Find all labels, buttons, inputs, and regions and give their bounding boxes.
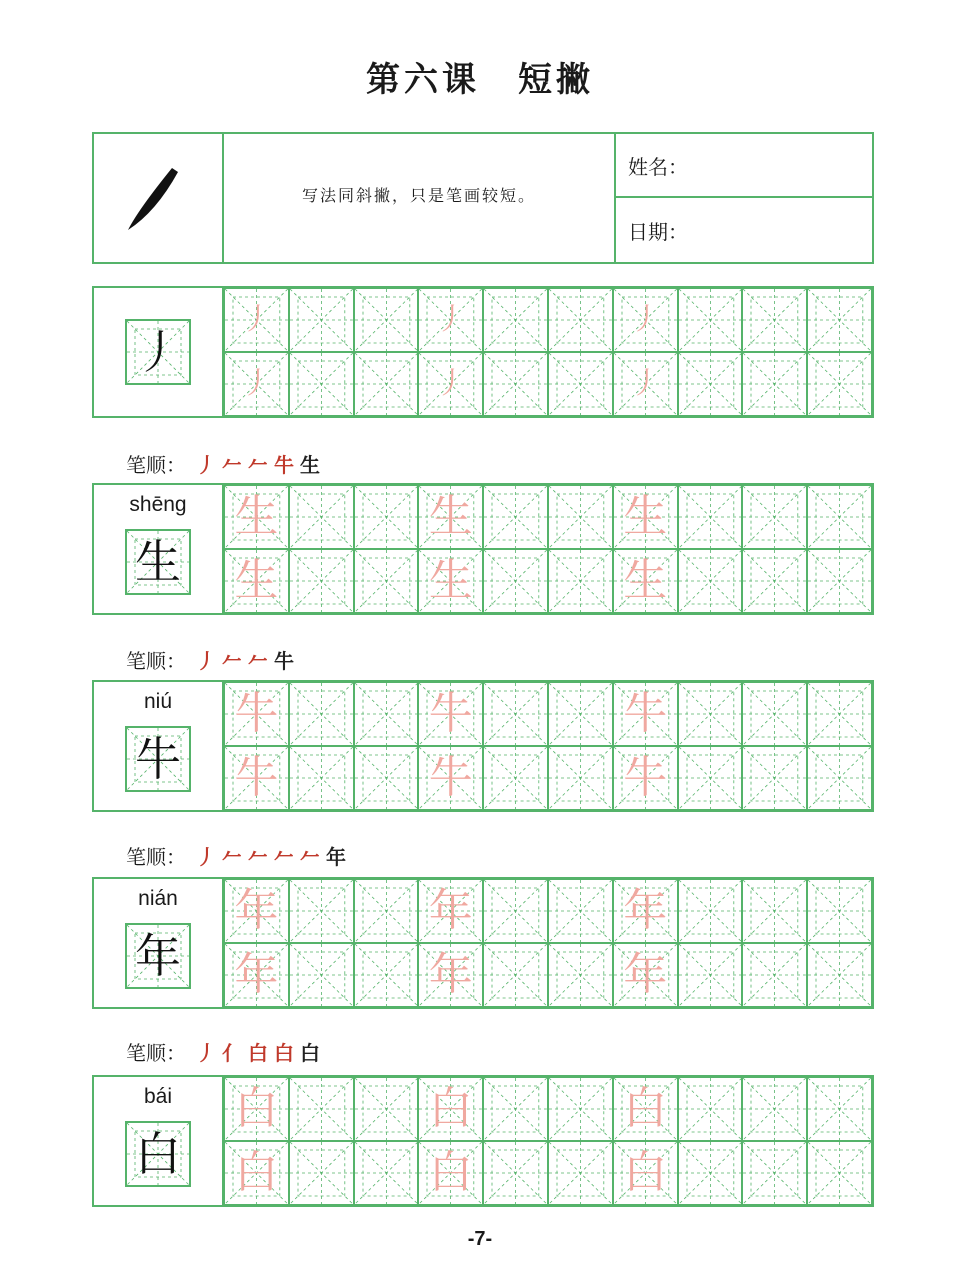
pinyin-label: bái [143,1085,173,1108]
writing-cell[interactable] [289,352,354,416]
trace-char: 年 [234,949,279,1000]
trace-cell[interactable] [224,943,289,1007]
stroke-order-step: 年 [326,844,346,869]
writing-cell[interactable] [354,485,419,549]
writing-cell[interactable] [807,352,872,416]
stroke-order-step: 𠂉 [222,648,242,673]
writing-cell[interactable] [354,746,419,810]
trace-cell[interactable] [224,1141,289,1205]
trace-char: 牛 [623,688,668,739]
writing-cell[interactable] [483,485,548,549]
trace-cell[interactable] [613,549,678,613]
model-char: 白 [135,1127,181,1181]
writing-cell[interactable] [289,746,354,810]
writing-cell[interactable] [354,1141,419,1205]
practice-block-1 [92,483,874,615]
trace-cell[interactable] [418,288,483,352]
trace-char: 丿 [241,366,272,401]
writing-cell[interactable] [354,943,419,1007]
writing-cell[interactable] [548,943,613,1007]
practice-block-0 [92,286,874,418]
trace-cell[interactable] [613,352,678,416]
trace-cell[interactable] [224,288,289,352]
writing-grid [224,485,872,613]
model-char-box [125,1121,191,1187]
stroke-description: 写法同斜撇，只是笔画较短。 [224,134,616,262]
stroke-order-step: 𠂉 [248,452,268,477]
trace-cell[interactable] [224,485,289,549]
model-char-box [125,923,191,989]
trace-cell[interactable] [418,485,483,549]
trace-char: 丿 [435,366,466,401]
model-char: 生 [135,535,181,589]
trace-char: 白 [234,1147,279,1198]
writing-cell[interactable] [807,943,872,1007]
stroke-order-step: 牛 [274,648,294,673]
stroke-order-step: 𠂉 [222,844,242,869]
trace-cell[interactable] [418,1077,483,1141]
stroke-order-step: 𠂉 [248,844,268,869]
stroke-order-step: 𠂉 [300,844,320,869]
writing-cell[interactable] [289,485,354,549]
stroke-order-step: 生 [300,452,320,477]
trace-cell[interactable] [613,1141,678,1205]
trace-char: 白 [428,1083,473,1134]
writing-cell[interactable] [548,879,613,943]
writing-cell[interactable] [742,682,807,746]
writing-cell[interactable] [289,943,354,1007]
trace-char: 牛 [428,688,473,739]
writing-cell[interactable] [548,288,613,352]
writing-cell[interactable] [289,549,354,613]
model-char: 丿 [135,325,181,379]
trace-char: 牛 [428,752,473,803]
writing-cell[interactable] [354,288,419,352]
trace-cell[interactable] [224,746,289,810]
writing-cell[interactable] [807,746,872,810]
stroke-order-step: 𠂉 [222,452,242,477]
stroke-order-step: 𠂉 [248,648,268,673]
writing-cell[interactable] [548,1077,613,1141]
trace-char: 生 [623,491,668,542]
writing-cell[interactable] [289,1141,354,1205]
writing-cell[interactable] [742,1141,807,1205]
practice-block-4 [92,1075,874,1207]
writing-cell[interactable] [678,288,743,352]
trace-cell[interactable] [613,879,678,943]
trace-char: 生 [428,555,473,606]
writing-cell[interactable] [354,1077,419,1141]
trace-char: 白 [234,1083,279,1134]
stroke-order-step: 白 [248,1040,268,1065]
trace-cell[interactable] [224,352,289,416]
trace-char: 生 [234,491,279,542]
stroke-order-label: 笔顺： [126,452,186,477]
writing-cell[interactable] [483,746,548,810]
trace-cell[interactable] [613,485,678,549]
writing-cell[interactable] [742,943,807,1007]
trace-cell[interactable] [613,682,678,746]
practice-block-3 [92,877,874,1009]
writing-cell[interactable] [742,288,807,352]
writing-cell[interactable] [678,879,743,943]
trace-char: 白 [623,1147,668,1198]
stroke-order-label: 笔顺： [126,648,186,673]
writing-grid [224,1077,872,1205]
writing-cell[interactable] [678,746,743,810]
trace-char: 丿 [630,366,661,401]
writing-cell[interactable] [678,352,743,416]
pinyin-label: shēng [129,493,187,516]
writing-cell[interactable] [548,352,613,416]
writing-cell[interactable] [289,288,354,352]
writing-cell[interactable] [807,549,872,613]
writing-cell[interactable] [678,549,743,613]
writing-grid [224,682,872,810]
writing-cell[interactable] [807,1141,872,1205]
writing-cell[interactable] [678,485,743,549]
model-char: 牛 [135,732,181,786]
stroke-order-step: 𠂉 [274,844,294,869]
writing-cell[interactable] [483,879,548,943]
trace-char: 丿 [241,302,272,337]
writing-cell[interactable] [483,1077,548,1141]
trace-cell[interactable] [418,746,483,810]
writing-cell[interactable] [548,746,613,810]
model-char-cell [94,682,224,810]
trace-cell[interactable] [418,879,483,943]
writing-cell[interactable] [742,352,807,416]
writing-cell[interactable] [742,1077,807,1141]
trace-cell[interactable] [613,746,678,810]
trace-cell[interactable] [224,682,289,746]
trace-char: 年 [623,885,668,936]
stroke-order-step: 丿 [196,844,216,869]
writing-cell[interactable] [483,682,548,746]
writing-cell[interactable] [742,879,807,943]
trace-char: 牛 [623,752,668,803]
short-pie-stroke-icon [94,134,222,262]
lesson-header [92,132,874,264]
writing-cell[interactable] [678,943,743,1007]
practice-block-2 [92,680,874,812]
trace-cell[interactable] [418,352,483,416]
writing-cell[interactable] [548,1141,613,1205]
stroke-display [94,134,224,262]
writing-cell[interactable] [807,879,872,943]
writing-cell[interactable] [483,943,548,1007]
trace-char: 牛 [234,752,279,803]
model-char: 年 [135,929,181,983]
writing-cell[interactable] [742,746,807,810]
writing-cell[interactable] [354,549,419,613]
trace-char: 白 [623,1083,668,1134]
writing-cell[interactable] [548,485,613,549]
pinyin-label: niú [143,690,173,713]
stroke-order-row [126,448,326,478]
writing-cell[interactable] [483,1141,548,1205]
model-char-box [125,726,191,792]
trace-cell[interactable] [418,1141,483,1205]
trace-char: 丿 [630,302,661,337]
writing-cell[interactable] [678,1141,743,1205]
date-field[interactable] [616,198,872,262]
trace-char: 年 [623,949,668,1000]
writing-grid [224,879,872,1007]
trace-cell[interactable] [613,288,678,352]
page-title: 第六课 短撇 [366,60,594,100]
trace-cell[interactable] [418,549,483,613]
trace-cell[interactable] [224,1077,289,1141]
stroke-order-step: 丿 [196,648,216,673]
trace-char: 年 [234,885,279,936]
trace-cell[interactable] [613,943,678,1007]
stroke-order-step: 牛 [274,452,294,477]
model-char-cell [94,485,224,613]
model-char-cell [94,288,224,416]
trace-char: 生 [428,491,473,542]
writing-cell[interactable] [807,682,872,746]
writing-cell[interactable] [678,1077,743,1141]
stroke-order-row [126,1036,326,1066]
trace-char: 生 [234,555,279,606]
writing-cell[interactable] [289,879,354,943]
writing-grid [224,288,872,416]
writing-cell[interactable] [289,1077,354,1141]
writing-cell[interactable] [548,549,613,613]
trace-char: 白 [428,1147,473,1198]
writing-cell[interactable] [678,682,743,746]
writing-cell[interactable] [742,485,807,549]
stroke-order-step: 白 [300,1040,320,1065]
stroke-order-label: 笔顺： [126,844,186,869]
writing-cell[interactable] [354,879,419,943]
writing-cell[interactable] [483,549,548,613]
model-char-cell [94,1077,224,1205]
model-char-box [125,319,191,385]
trace-char: 生 [623,555,668,606]
pinyin-label: nián [138,887,178,910]
trace-cell[interactable] [418,682,483,746]
model-char-box [125,529,191,595]
page-number: -7- [467,1228,493,1250]
stroke-order-row [126,840,352,870]
writing-cell[interactable] [807,485,872,549]
trace-char: 牛 [234,688,279,739]
writing-cell[interactable] [289,682,354,746]
trace-cell[interactable] [613,1077,678,1141]
writing-cell[interactable] [807,288,872,352]
trace-char: 丿 [435,302,466,337]
writing-cell[interactable] [807,1077,872,1141]
stroke-order-step: 丿 [196,1040,216,1065]
writing-cell[interactable] [354,352,419,416]
name-label: 姓名： [628,154,688,179]
writing-cell[interactable] [483,352,548,416]
writing-cell[interactable] [354,682,419,746]
name-field[interactable] [616,134,872,198]
stroke-order-step: 丿 [196,452,216,477]
stroke-order-step: 白 [274,1040,294,1065]
stroke-order-step: 亻 [222,1040,242,1065]
stroke-order-label: 笔顺： [126,1040,186,1065]
trace-char: 年 [428,949,473,1000]
trace-cell[interactable] [418,943,483,1007]
writing-cell[interactable] [483,288,548,352]
writing-cell[interactable] [742,549,807,613]
trace-cell[interactable] [224,879,289,943]
trace-char: 年 [428,885,473,936]
date-label: 日期： [628,219,688,244]
writing-cell[interactable] [548,682,613,746]
stroke-order-row [126,644,300,674]
model-char-cell [94,879,224,1007]
trace-cell[interactable] [224,549,289,613]
